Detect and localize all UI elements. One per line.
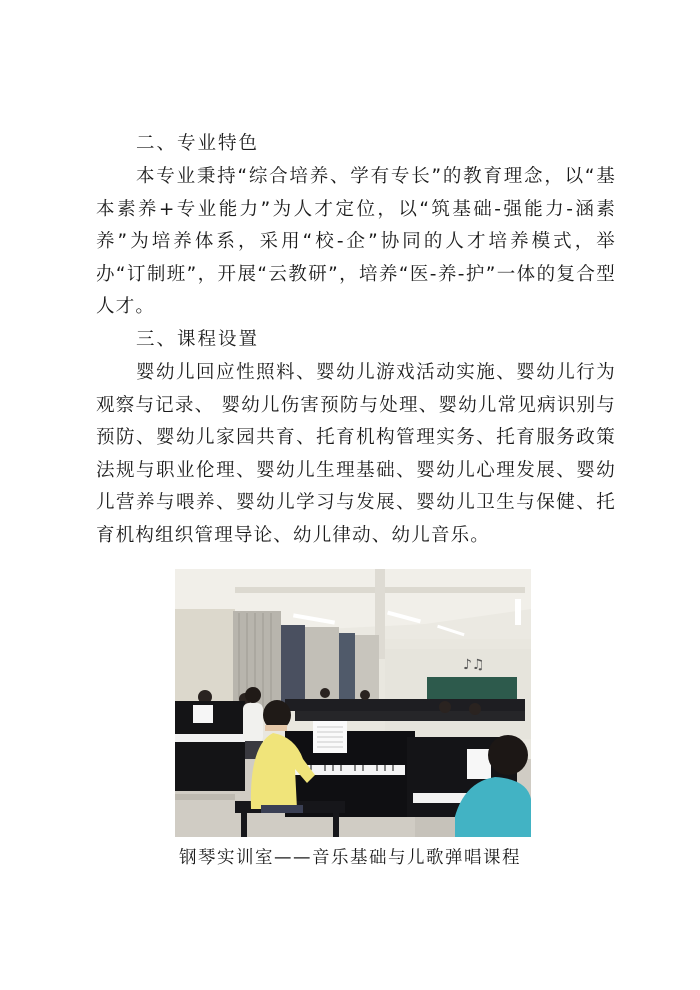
figure-caption: 钢琴实训室——音乐基础与儿歌弹唱课程 <box>179 848 521 868</box>
section-body-courses: 婴幼儿回应性照料、婴幼儿游戏活动实施、婴幼儿行为观察与记录、 婴幼儿伤害预防与处理、婴幼儿常见病识别与预防、婴幼儿家园共育、托育机构管理实务、托育服务政策法规与职业伦理、婴幼儿生理基础、婴幼儿心理发展、婴幼儿营养与喂养、婴幼儿学习与发展、婴幼儿卫生与保健、托育机构组织管理导论、幼儿律动、幼儿音乐。 <box>96 362 616 546</box>
section-heading-features: 二、专业特色 <box>136 133 260 154</box>
svg-text:♪♫: ♪♫ <box>463 657 485 673</box>
piano-classroom-photo <box>175 569 531 837</box>
section-body-features: 本专业秉持“综合培养、学有专长”的教育理念，以“基本素养+专业能力”为人才定位，以“筑基础-强能力-涵素养”为培养体系，采用“校-企”协同的人才培养模式，举办“订制班”，开展“云教研”，培养“医-养-护”一体的复合型人才。 <box>96 166 616 318</box>
section-heading-courses: 三、课程设置 <box>136 329 260 350</box>
